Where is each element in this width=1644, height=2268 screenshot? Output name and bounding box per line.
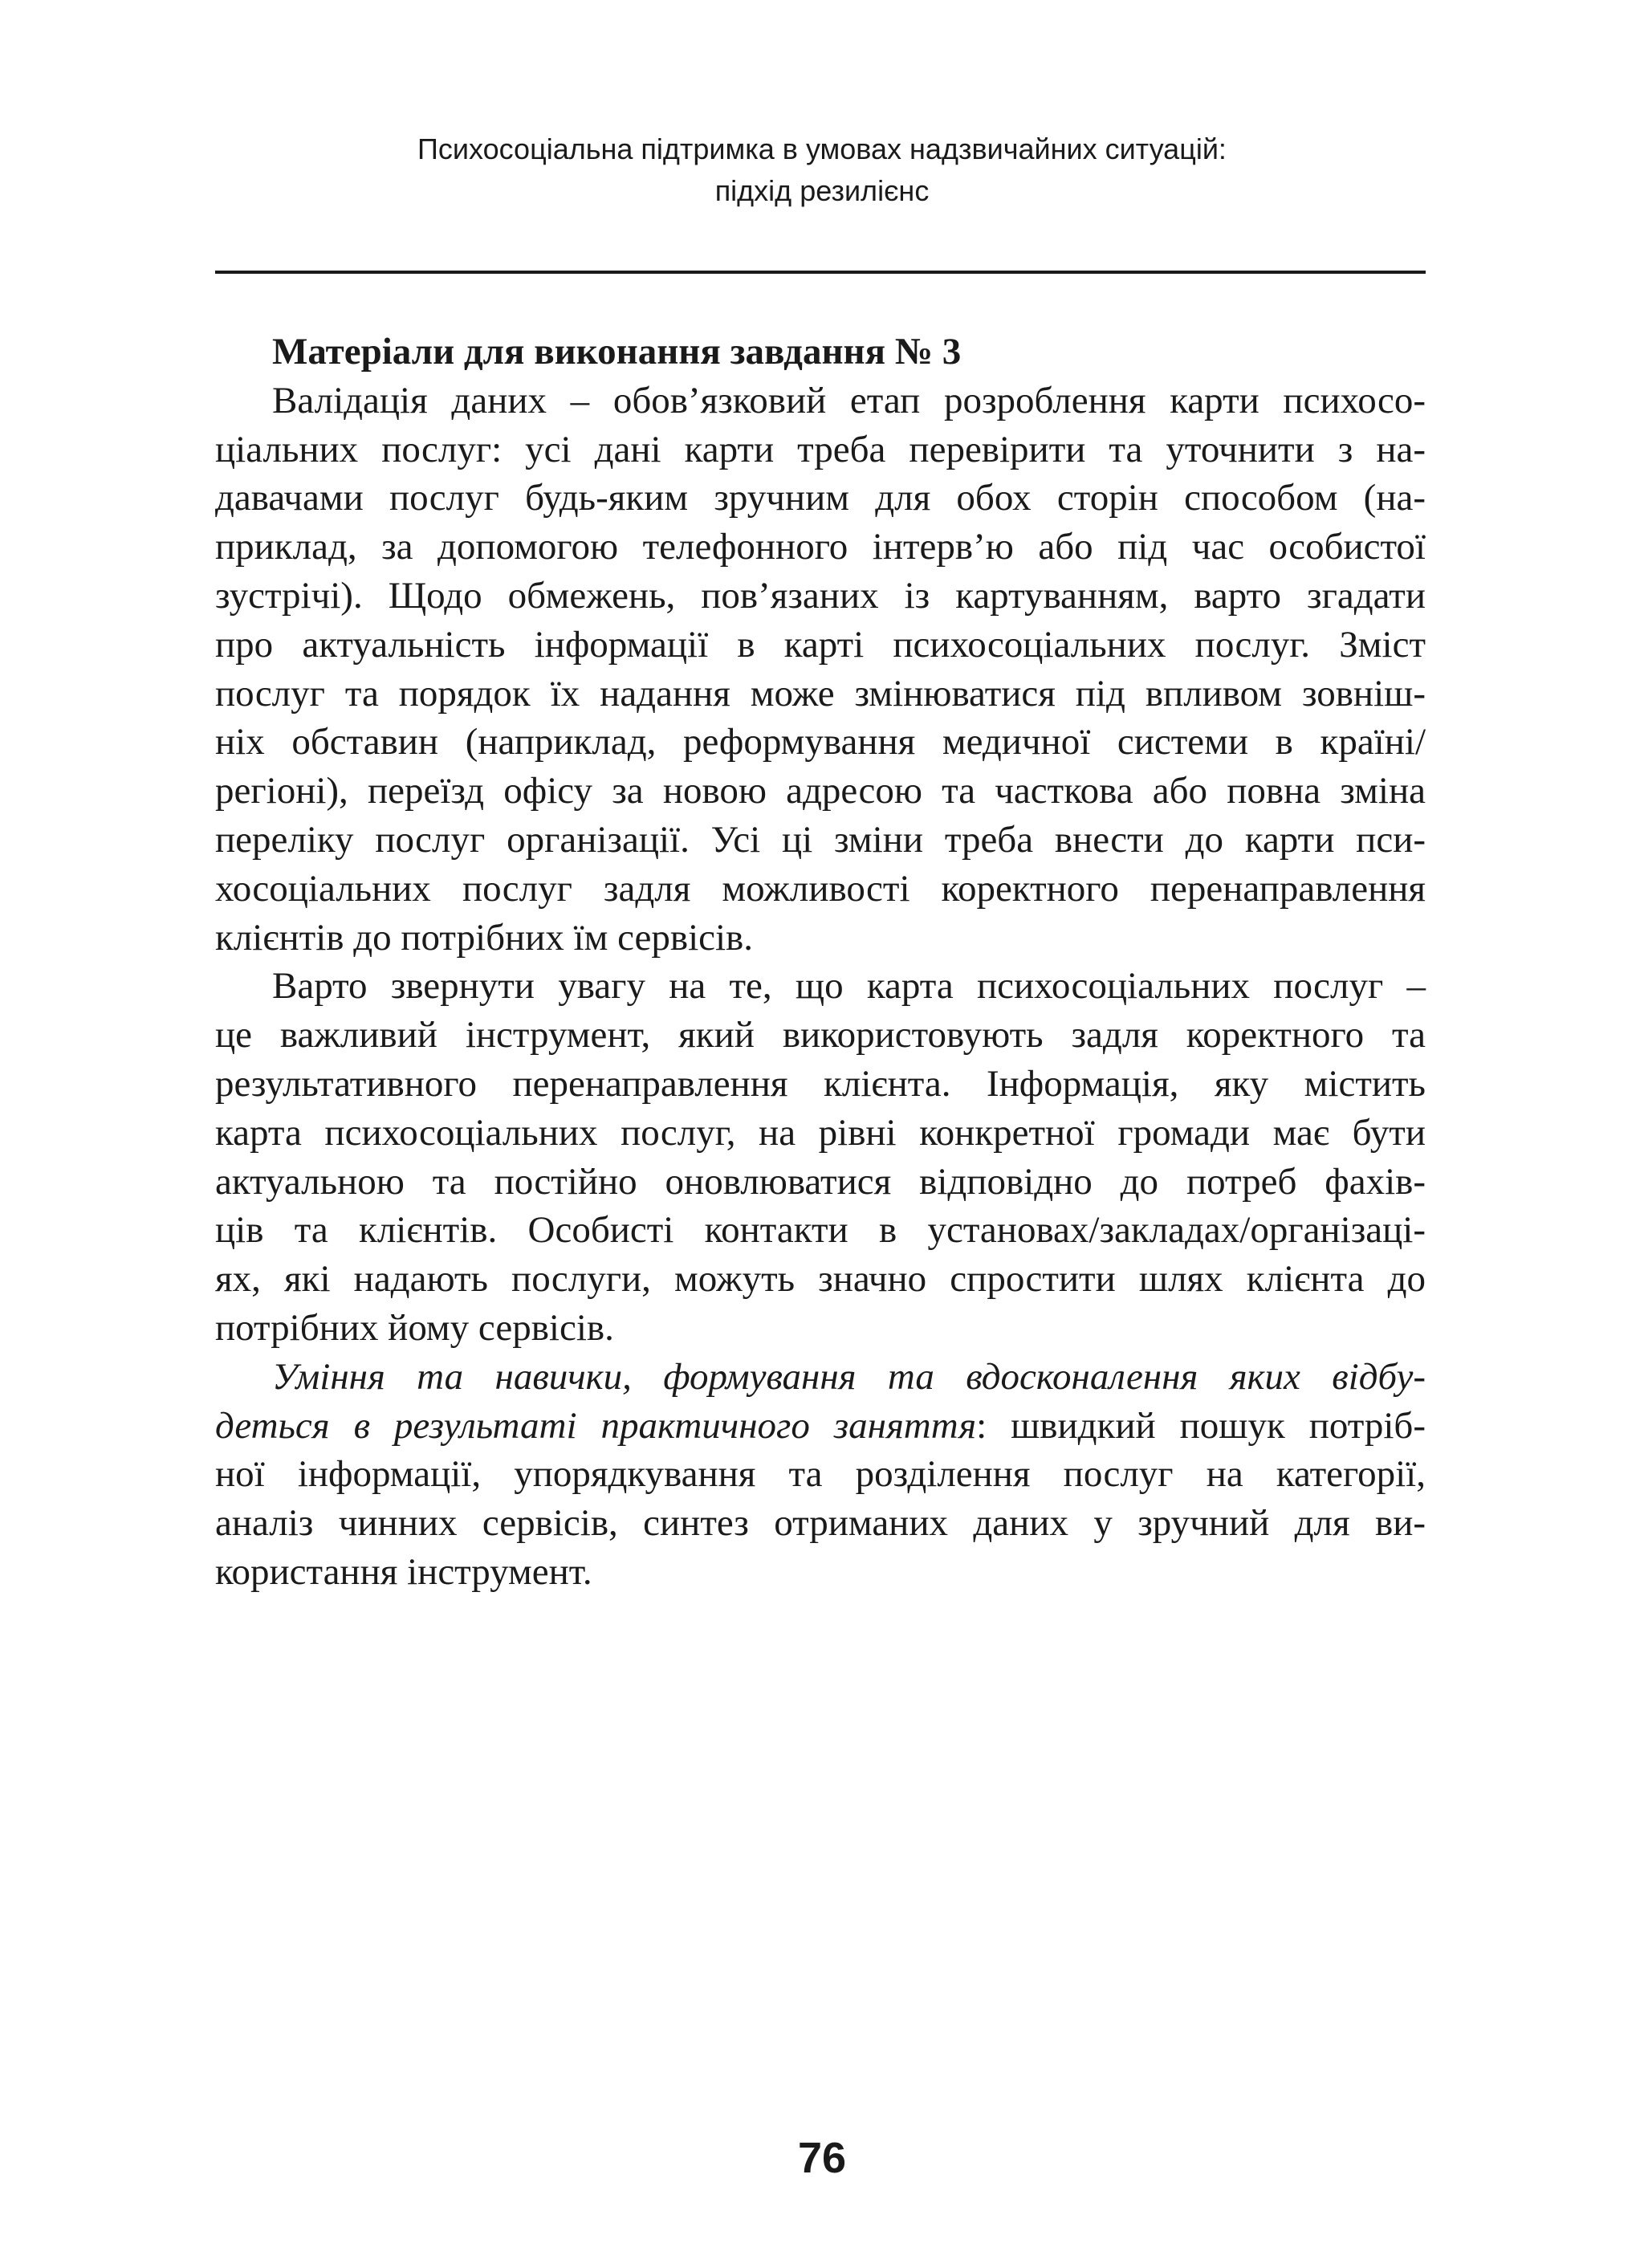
- paragraph-line: зустрічі). Щодо обмежень, пов’язаних із картуванням, варто згадати: [215, 574, 1426, 617]
- paragraph-line: актуальною та постійно оновлюватися відповідно до потреб фахів-: [215, 1160, 1426, 1203]
- paragraph-importance: [215, 962, 1426, 1352]
- paragraph-line: результативного перенаправлення клієнта. Інформація, яку містить: [215, 1062, 1426, 1105]
- paragraph-line: переліку послуг організації. Усі ці зміни треба внести до карти пси-: [215, 818, 1426, 861]
- running-header-line-1: Психосоціальна підтримка в умовах надзвичайних ситуацій:: [417, 132, 1227, 165]
- paragraph-line: приклад, за допомогою телефонного інтерв’ю або під час особистої: [215, 526, 1426, 568]
- paragraph-line: користання інструмент.: [215, 1550, 592, 1593]
- skills-italic-continuation: деться в результаті практичного заняття: [215, 1404, 977, 1447]
- skills-text-after-italic: : швидкий пошук потріб-: [976, 1404, 1426, 1447]
- paragraph-line: ніх обставин (наприклад, реформування медичної системи в країні/: [215, 721, 1426, 763]
- header-divider: [215, 271, 1426, 274]
- paragraph-line: хосоціальних послуг задля можливості коректного перенаправлення: [215, 867, 1426, 910]
- paragraph-line: регіоні), переїзд офісу за новою адресою та часткова або повна зміна: [215, 770, 1426, 812]
- paragraph-line: аналіз чинних сервісів, синтез отриманих даних у зручний для ви-: [215, 1502, 1426, 1545]
- paragraph-line: послуг та порядок їх надання може змінюватися під впливом зовніш-: [215, 672, 1426, 715]
- section-heading: Матеріали для виконання завдання № 3: [272, 331, 962, 373]
- paragraph-line: Валідація даних – обов’язковий етап розроблення карти психосо-: [272, 379, 1426, 421]
- paragraph-line: давачами послуг будь-яким зручним для обох сторін способом (на-: [215, 477, 1426, 519]
- paragraph-validation: [215, 377, 1426, 963]
- paragraph-line: ціальних послуг: усі дані карти треба перевірити та уточнити з на-: [215, 428, 1426, 470]
- paragraph-line: ної інформації, упорядкування та розділення послуг на категорії,: [215, 1453, 1426, 1496]
- page-content: [215, 328, 1426, 1597]
- paragraph-line: ях, які надають послуги, можуть значно спростити шлях клієнта до: [215, 1258, 1426, 1301]
- paragraph-line: ців та клієнтів. Особисті контакти в установах/закладах/організаці-: [215, 1209, 1426, 1252]
- skills-italic-lead: Уміння та навички, формування та вдосконалення яких відбу-: [272, 1355, 1426, 1398]
- paragraph-line: клієнтів до потрібних їм сервісів.: [215, 916, 754, 959]
- page-number: 76: [797, 2134, 847, 2182]
- running-header-line-2: підхід резилієнс: [714, 174, 930, 207]
- paragraph-line: про актуальність інформації в карті психосоціальних послуг. Зміст: [215, 623, 1426, 666]
- paragraph-line: потрібних йому сервісів.: [215, 1306, 614, 1349]
- running-header: [0, 128, 1644, 212]
- paragraph-skills: [215, 1353, 1426, 1597]
- paragraph-line: це важливий інструмент, який використовують задля коректного та: [215, 1014, 1426, 1057]
- paragraph-line: [215, 1402, 1426, 1451]
- paragraph-line: Варто звернути увагу на те, що карта психосоціальних послуг –: [272, 965, 1426, 1008]
- paragraph-line: [215, 1353, 1426, 1402]
- paragraph-line: карта психосоціальних послуг, на рівні конкретної громади має бути: [215, 1111, 1426, 1154]
